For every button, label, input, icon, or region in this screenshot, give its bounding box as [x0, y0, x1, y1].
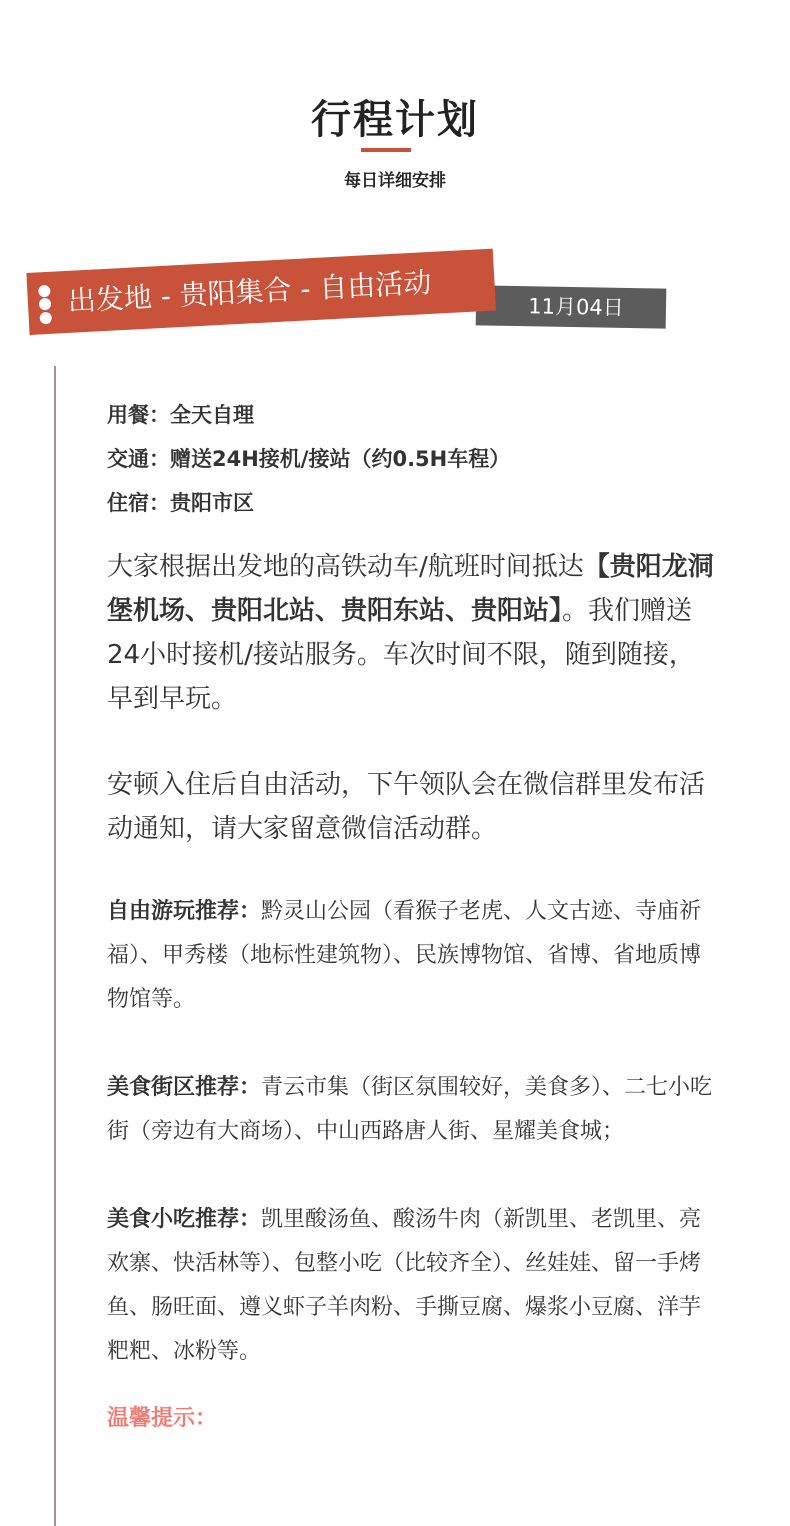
street-recommendation [107, 1066, 719, 1154]
dot-icon [38, 285, 51, 298]
snack-recommendation-label: 美食小吃推荐： [107, 1207, 262, 1232]
transport-info: 交通：赠送24H接机/接站（约0.5H车程） [107, 447, 511, 471]
meal-info: 用餐：全天自理 [107, 403, 254, 427]
day-banner [26, 249, 496, 335]
tips-label: 温馨提示： [107, 1406, 218, 1431]
arrival-service-text: 。我们赠送24小时接机/接站服务。车次时间不限，随到随接，早到早玩。 [107, 596, 695, 714]
lodging-info: 住宿：贵阳市区 [107, 491, 254, 515]
free-activity-paragraph: 安顿入住后自由活动，下午领队会在微信群里发布活动通知，请大家留意微信活动群。 [107, 770, 706, 844]
arrival-text: 大家根据出发地的高铁动车/航班时间抵达 [107, 552, 584, 582]
dot-icon [39, 298, 52, 311]
arrival-stations: 【贵阳龙洞堡机场、贵阳北站、贵阳东站、贵阳站】 [107, 552, 714, 626]
page-subtitle: 每日详细安排 [344, 171, 446, 191]
street-recommendation-label: 美食街区推荐： [107, 1075, 262, 1100]
snack-recommendation-text: 凯里酸汤鱼、酸汤牛肉（新凯里、老凯里、亮欢寨、快活林等）、包整小吃（比较齐全）、丝娃娃、留一手烤鱼、肠旺面、遵义虾子羊肉粉、手撕豆腐、爆浆小豆腐、洋芋粑粑、冰粉等。 [107, 1207, 702, 1364]
day-banner-title: 出发地 - 贵阳集合 - 自由活动 [67, 265, 433, 318]
street-recommendation-text: 青云市集（街区氛围较好，美食多）、二七小吃街（旁边有大商场）、中山西路唐人街、星耀美食城； [107, 1075, 713, 1144]
page-title: 行程计划 [311, 97, 479, 143]
title-underline [361, 148, 411, 152]
timeline-line [54, 366, 56, 1526]
snack-recommendation [107, 1198, 719, 1374]
play-recommendation-text: 黔灵山公园（看猴子老虎、人文古迹、寺庙祈福）、甲秀楼（地标性建筑物）、民族博物馆、省博、省地质博物馆等。 [107, 899, 702, 1012]
play-recommendation-label: 自由游玩推荐： [107, 899, 262, 924]
date-badge: 11月04日 [476, 285, 667, 328]
dot-icon [39, 312, 52, 325]
day-content [107, 393, 719, 1441]
play-recommendation [107, 890, 719, 1022]
arrival-paragraph [107, 545, 719, 721]
